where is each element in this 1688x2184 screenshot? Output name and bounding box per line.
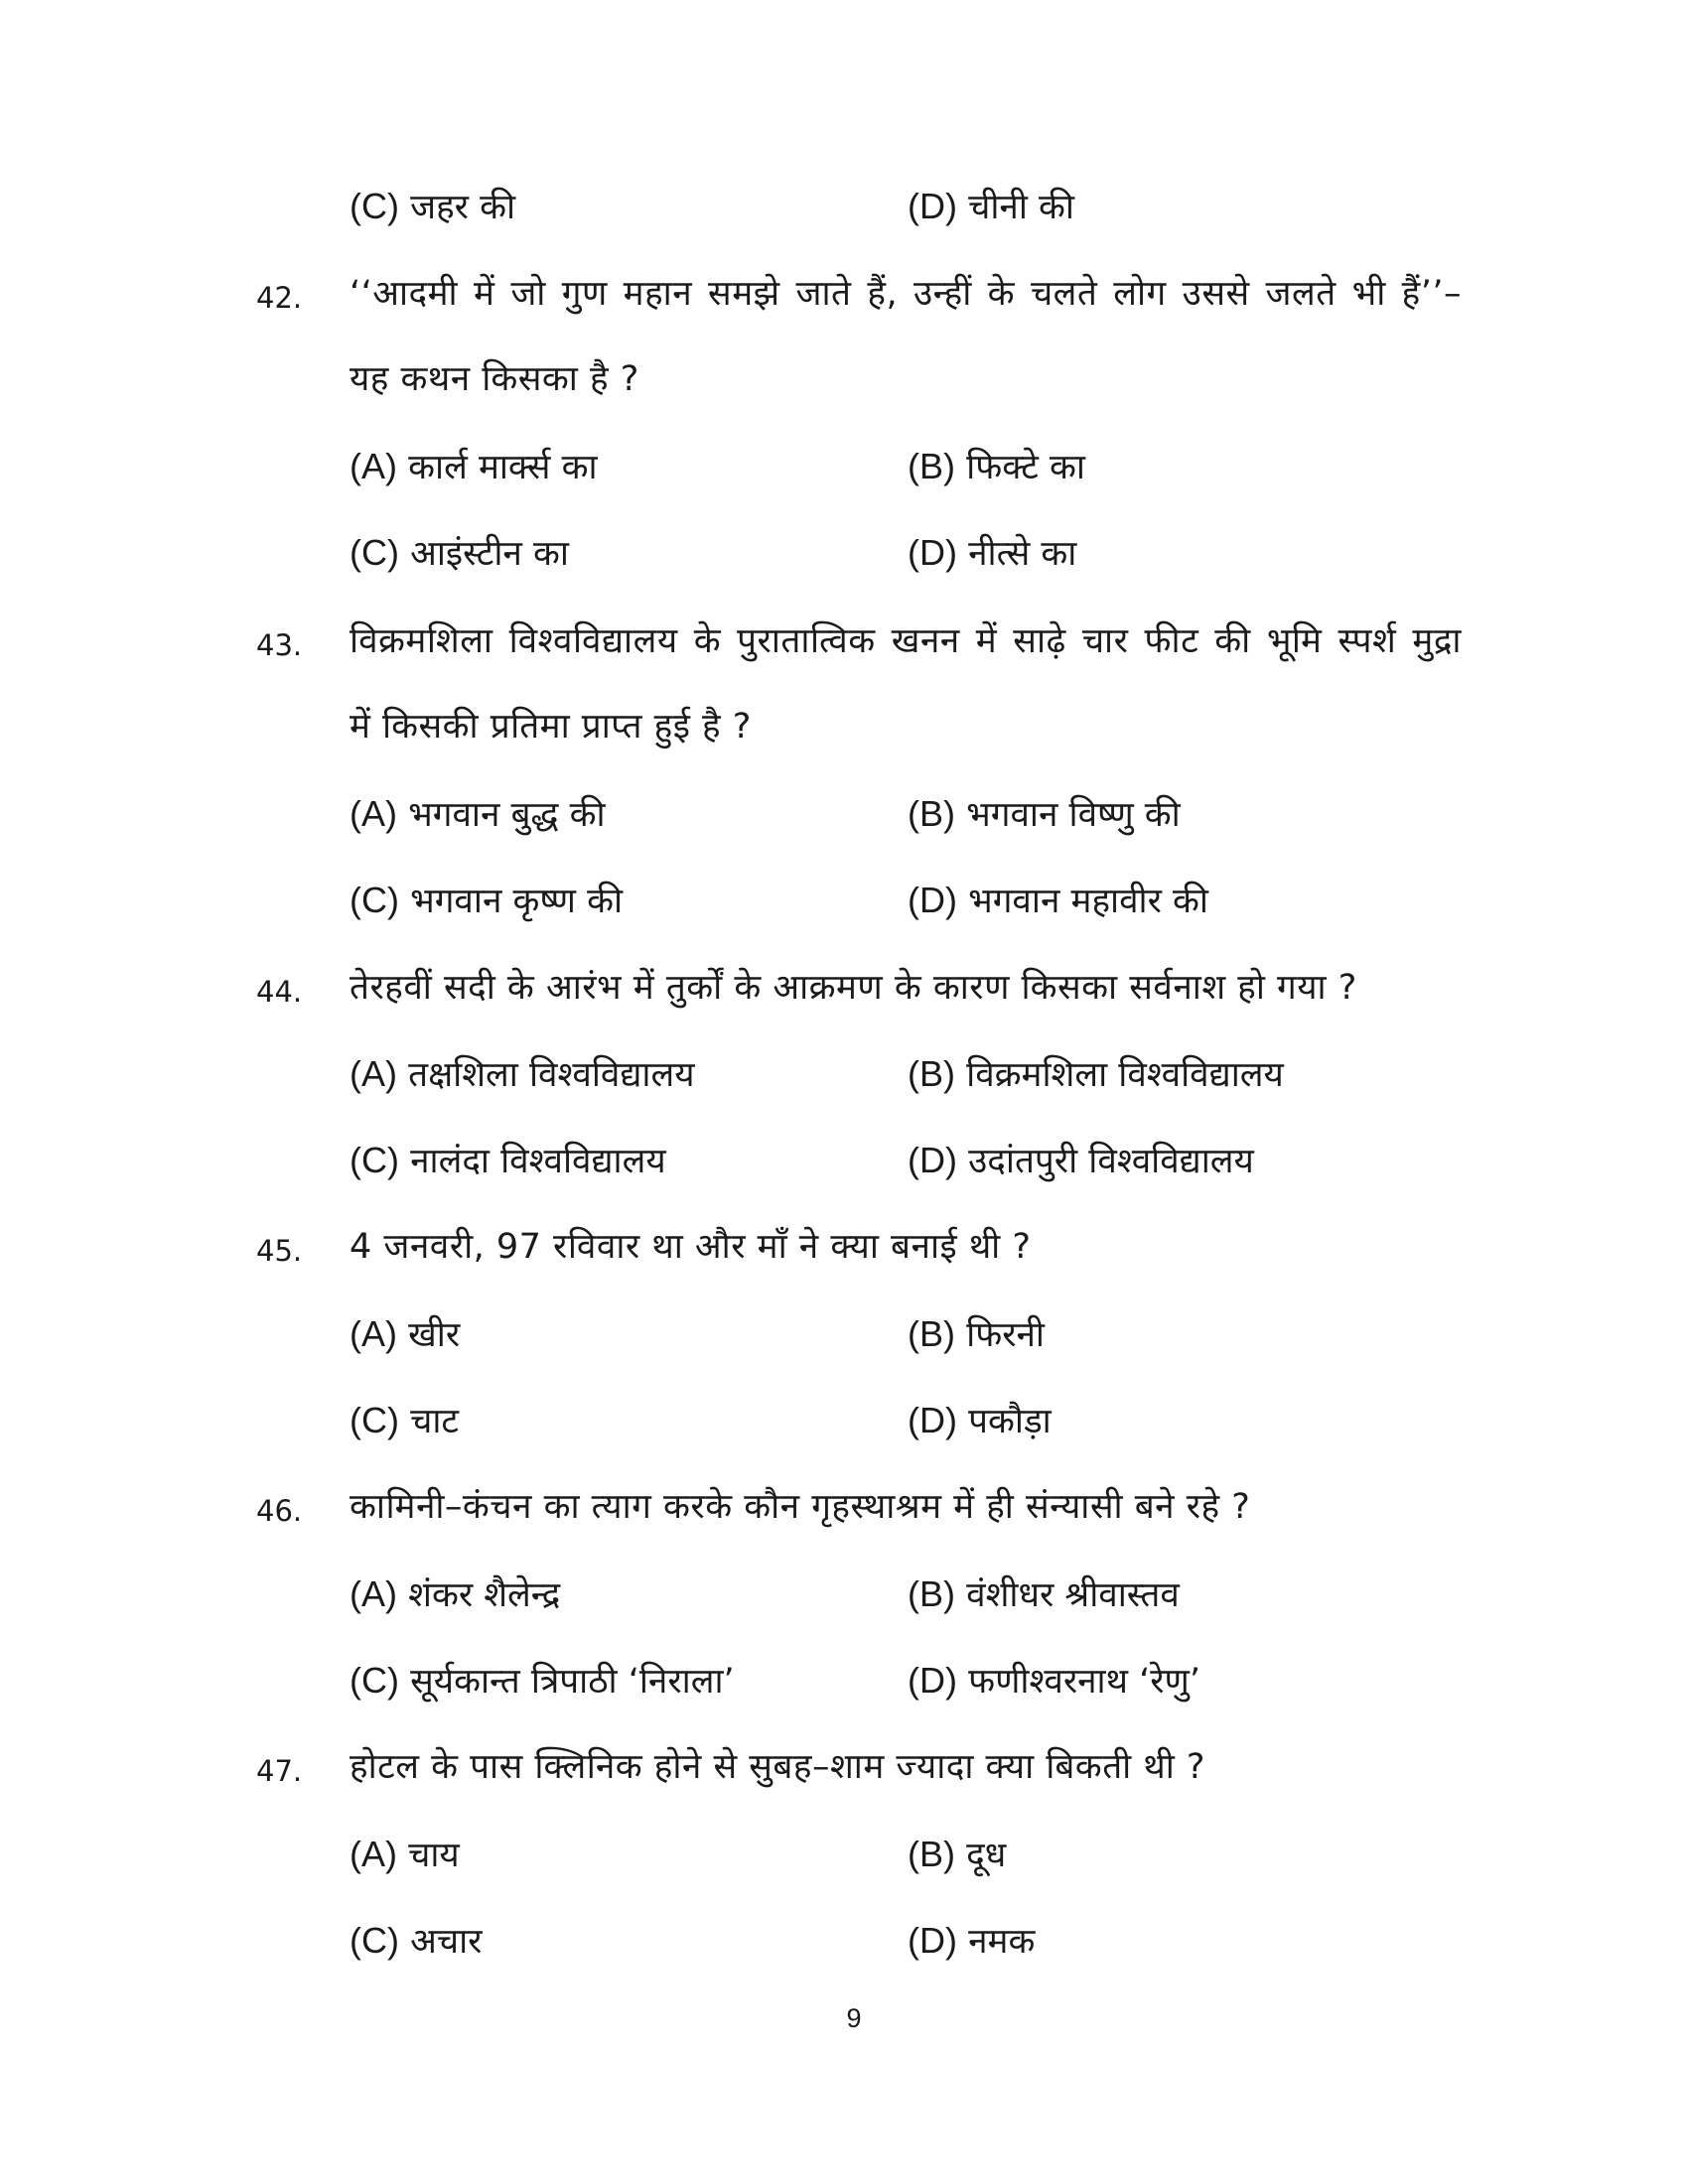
option-text: खीर <box>408 1315 461 1355</box>
option-letter: (B) <box>908 1573 955 1614</box>
option-letter: (B) <box>908 1313 955 1354</box>
question-number: 44. <box>256 975 303 1009</box>
q47-option-a <box>350 1825 460 1884</box>
option-text: दूध <box>966 1836 1007 1875</box>
question-number: 45. <box>256 1234 303 1268</box>
option-text: भगवान विष्णु की <box>966 795 1181 835</box>
option-letter: (D) <box>908 532 957 573</box>
option-letter: (B) <box>908 446 955 486</box>
option-text: भगवान महावीर की <box>968 882 1209 921</box>
q46-option-d <box>908 1651 1200 1710</box>
option-letter: (A) <box>350 1313 397 1354</box>
option-letter: (D) <box>908 880 957 920</box>
option-text: चाय <box>408 1836 460 1875</box>
option-letter: (C) <box>350 186 399 226</box>
q45-option-c <box>350 1391 459 1450</box>
q47-option-c <box>350 1911 482 1971</box>
option-letter: (C) <box>350 1920 399 1961</box>
q43-option-c <box>350 871 623 930</box>
question-text: तेरहवीं सदी के आरंभ में तुर्कों के आक्रमण के कारण किसका सर्वनाश हो गया ? <box>350 968 1357 1008</box>
option-letter: (D) <box>908 186 957 226</box>
option-letter: (C) <box>350 880 399 920</box>
q42-option-b <box>908 437 1085 496</box>
option-text: फणीश्वरनाथ ‘रेणु’ <box>968 1662 1200 1702</box>
question-text: कामिनी–कंचन का त्याग करके कौन गृहस्थाश्रम में ही संन्यासी बने रहे ? <box>350 1487 1251 1527</box>
q42-option-c <box>350 523 569 583</box>
option-text: उदांतपुरी विश्वविद्यालय <box>968 1142 1254 1181</box>
q47-option-b <box>908 1825 1006 1884</box>
question-text: होटल के पास क्लिनिक होने से सुबह–शाम ज्यादा क्या बिकती थी ? <box>350 1747 1205 1787</box>
option-text: सूर्यकान्त त्रिपाठी ‘निराला’ <box>410 1662 735 1702</box>
option-letter: (C) <box>350 1400 399 1440</box>
option-text: कार्ल मार्क्स का <box>408 448 598 487</box>
option-text: आइंस्टीन का <box>410 534 569 574</box>
page-number: 9 <box>846 2003 862 2033</box>
question-number: 46. <box>256 1494 303 1528</box>
question-number: 43. <box>256 628 303 662</box>
option-text: फिरनी <box>966 1315 1045 1355</box>
option-letter: (C) <box>350 532 399 573</box>
option-text: अचार <box>410 1922 483 1962</box>
option-text: नमक <box>968 1922 1036 1962</box>
q46-option-c <box>350 1651 735 1710</box>
q44-option-b <box>908 1044 1284 1104</box>
q44-option-d <box>908 1131 1254 1190</box>
option-letter: (C) <box>350 1140 399 1180</box>
q42-option-d <box>908 523 1076 583</box>
option-letter: (D) <box>908 1140 957 1180</box>
option-letter: (A) <box>350 1834 397 1874</box>
option-letter: (A) <box>350 1573 397 1614</box>
option-letter: (D) <box>908 1660 957 1701</box>
q45-option-b <box>908 1304 1045 1364</box>
q46-option-b <box>908 1565 1180 1624</box>
q44-option-a <box>350 1044 695 1104</box>
option-letter: (D) <box>908 1920 957 1961</box>
option-text: तक्षशिला विश्वविद्यालय <box>408 1055 695 1095</box>
option-text: भगवान बुद्ध की <box>408 795 606 835</box>
option-letter: (A) <box>350 1053 397 1094</box>
q46-option-a <box>350 1565 560 1624</box>
option-letter: (A) <box>350 446 397 486</box>
option-text: चीनी की <box>968 188 1074 227</box>
q41-option-d <box>908 177 1074 236</box>
q45-option-a <box>350 1304 460 1364</box>
option-text: नीत्से का <box>968 534 1077 574</box>
q43-option-d <box>908 871 1208 930</box>
option-letter: (D) <box>908 1400 957 1440</box>
q41-option-c <box>350 177 515 236</box>
option-text: भगवान कृष्ण की <box>410 882 624 921</box>
option-text: जहर की <box>410 188 516 227</box>
option-letter: (B) <box>908 793 955 834</box>
option-text: फिक्टे का <box>966 448 1085 487</box>
option-text: नालंदा विश्वविद्यालय <box>410 1142 666 1181</box>
option-letter: (B) <box>908 1834 955 1874</box>
q45-option-d <box>908 1391 1052 1450</box>
question-text: विक्रमशिला विश्वविद्यालय के पुरातात्विक खनन में साढ़े चार फीट की भूमि स्पर्श मुद्रा <box>350 621 1462 661</box>
question-text-continued: में किसकी प्रतिमा प्राप्त हुई है ? <box>350 707 752 747</box>
q44-option-c <box>350 1131 666 1190</box>
option-text: शंकर शैलेन्द्र <box>408 1575 561 1615</box>
option-text: चाट <box>410 1402 460 1441</box>
q43-option-b <box>908 784 1181 844</box>
q43-option-a <box>350 784 606 844</box>
option-text: पकौड़ा <box>968 1402 1052 1441</box>
q47-option-d <box>908 1911 1035 1971</box>
q42-option-a <box>350 437 598 496</box>
option-letter: (A) <box>350 793 397 834</box>
question-text-continued: यह कथन किसका है ? <box>350 359 639 399</box>
question-text: ‘‘आदमी में जो गुण महान समझे जाते हैं, उन्हीं के चलते लोग उससे जलते भी हैं’’– <box>350 274 1462 314</box>
option-letter: (B) <box>908 1053 955 1094</box>
question-number: 47. <box>256 1754 303 1788</box>
option-text: विक्रमशिला विश्वविद्यालय <box>966 1055 1284 1095</box>
option-text: वंशीधर श्रीवास्तव <box>966 1575 1180 1615</box>
question-text: 4 जनवरी, 97 रविवार था और माँ ने क्या बनाई थी ? <box>350 1227 1032 1267</box>
option-letter: (C) <box>350 1660 399 1701</box>
question-number: 42. <box>256 281 303 315</box>
